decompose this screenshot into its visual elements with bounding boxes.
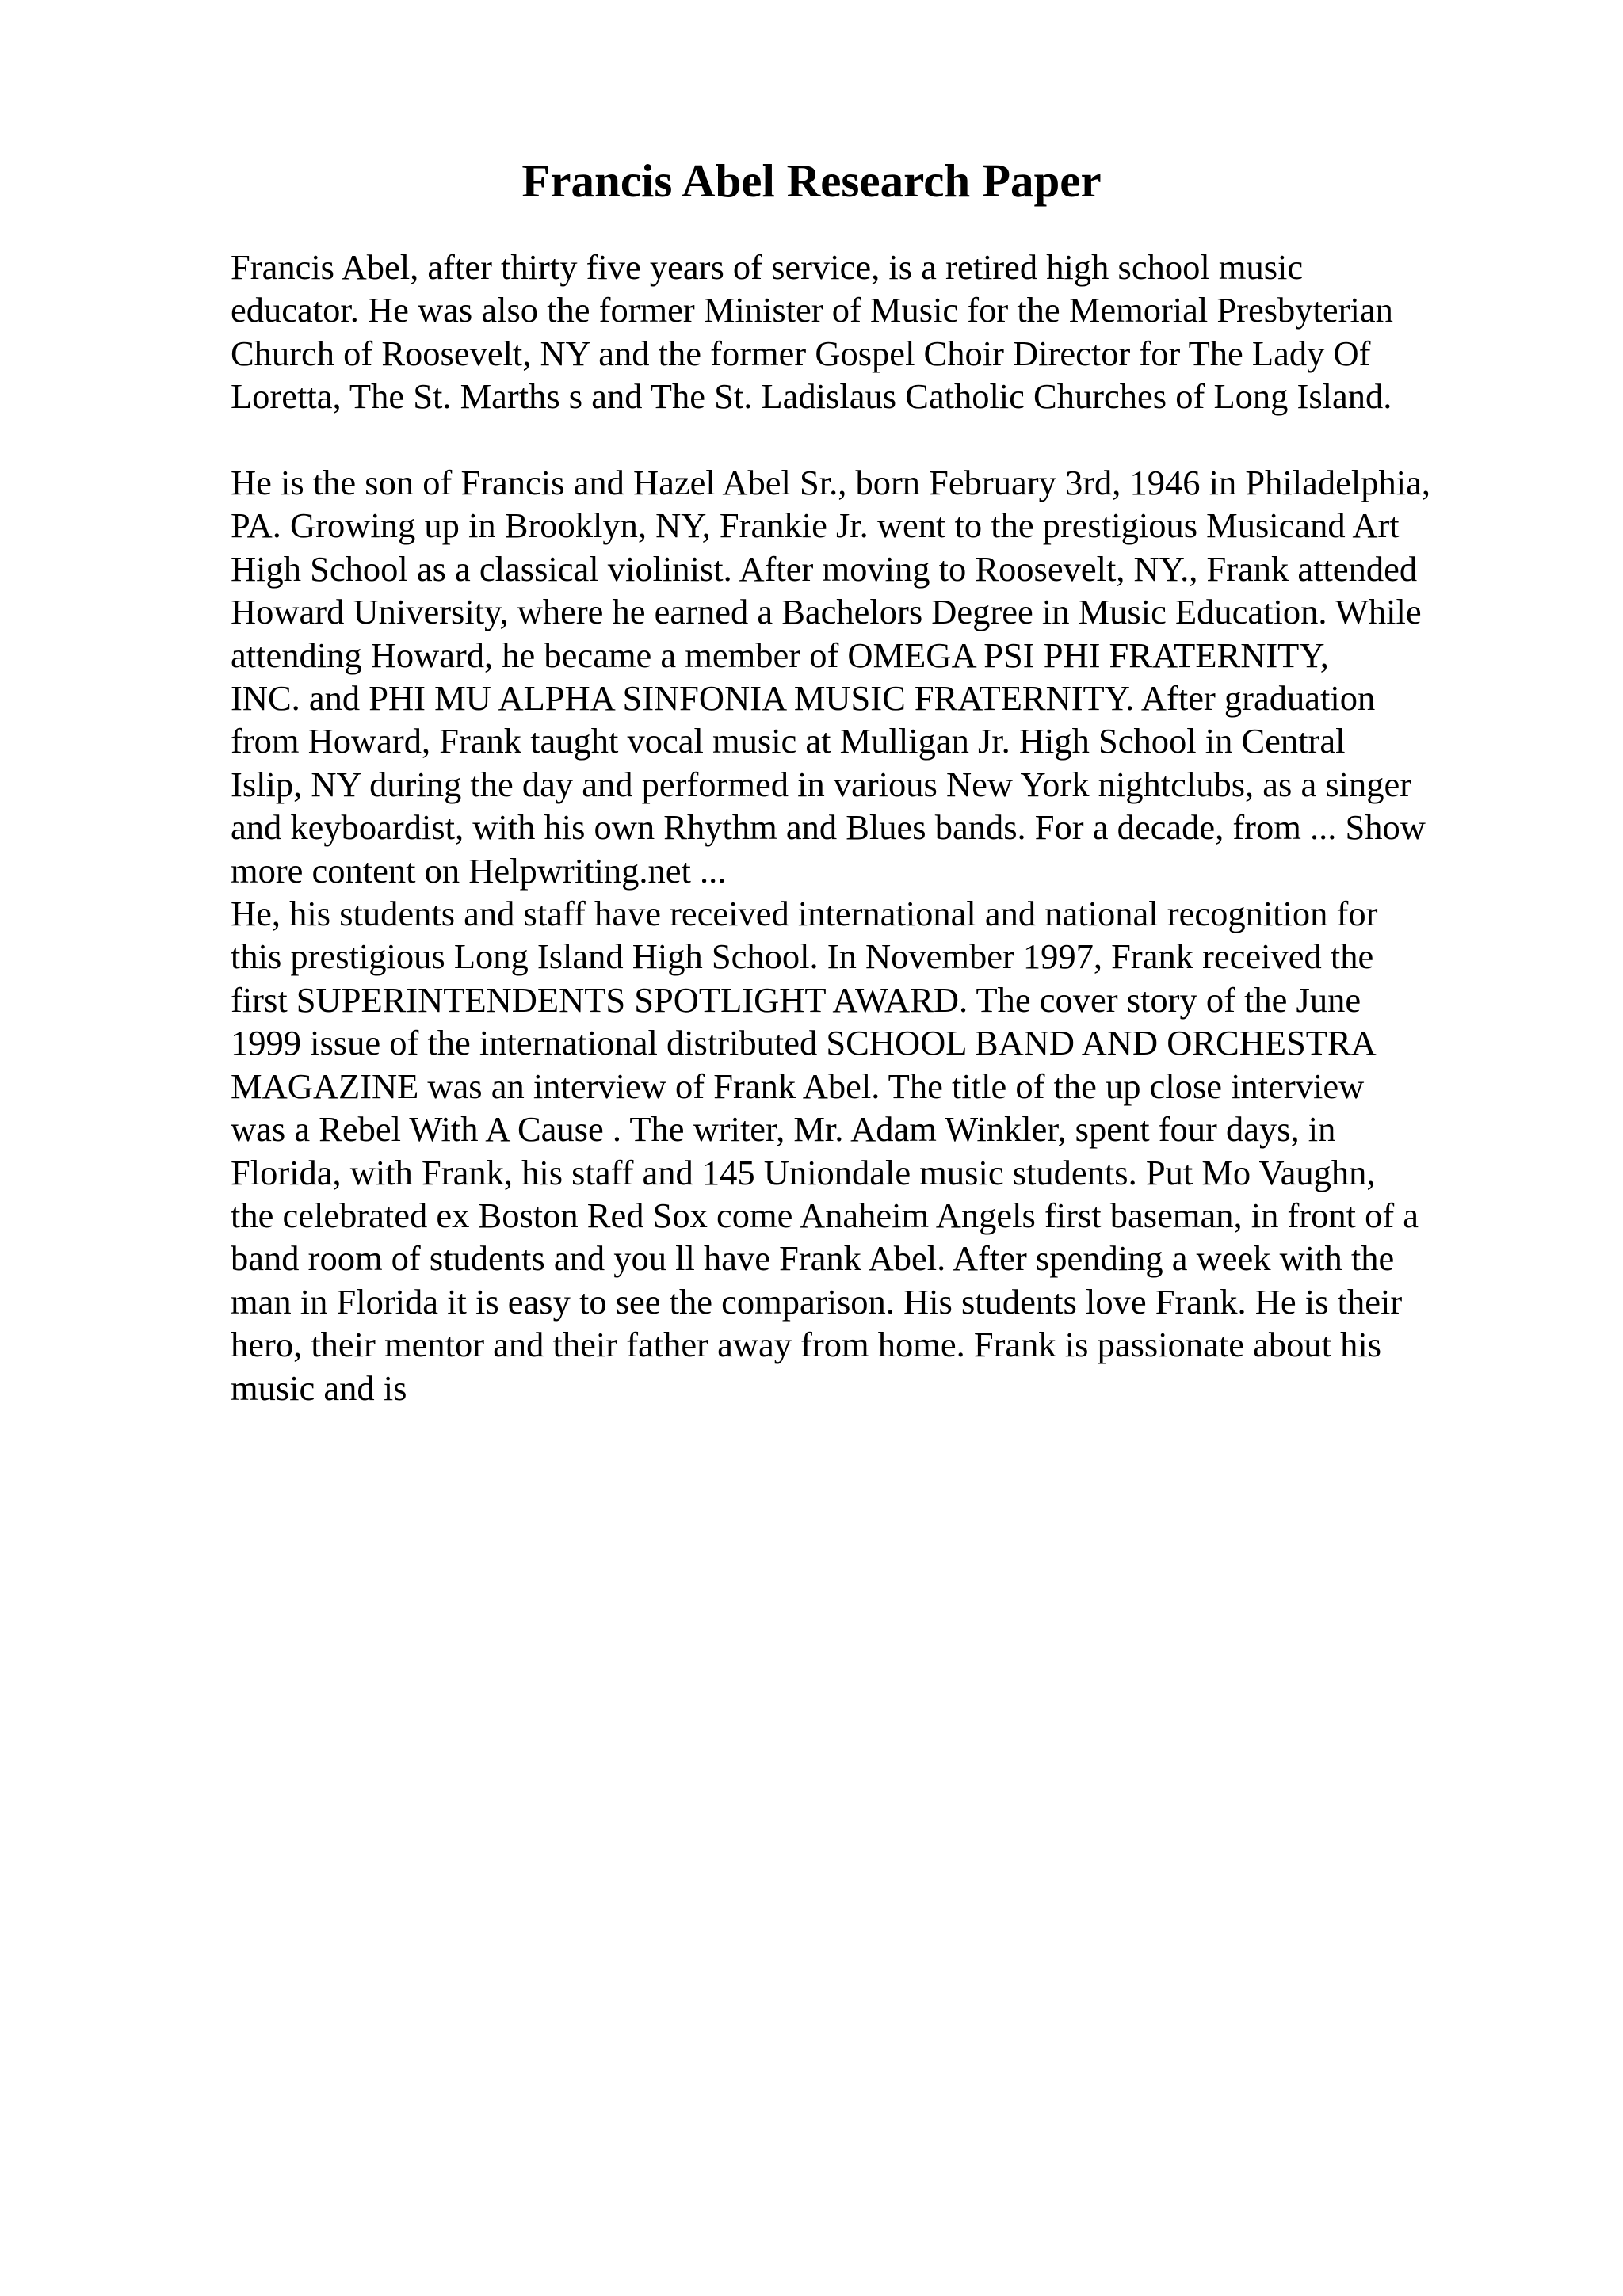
paragraph-recognition: He, his students and staff have received international and national recognition for this prestigious Long Island High School. In November 1997, Frank received the first SUPERINTENDENTS SPOTLIGHT AWARD. The cover story of the June 1999 issue of the international distributed SCHOOL BAND AND ORCHESTRA MAGAZINE was an interview of Frank Abel. The title of the up close interview was a Rebel With A Cause . The writer, Mr. Adam Winkler, spent four days, in Florida, with Frank, his staff and 145 Uniondale music students. Put Mo Vaughn, the celebrated ex Boston Red Sox come Anaheim Angels first baseman, in front of a band room of students and you ll have Frank Abel. After spending a week with the man in Florida it is easy to see the comparison. His students love Frank. He is their hero, their mentor and their father away from home. Frank is passionate about his music and is — [231, 894, 1419, 1408]
paragraph-intro: Francis Abel, after thirty five years of service, is a retired high school music educator. He was also the former Minister of Music for the Memorial Presbyterian Church of Roosevelt, NY and the former Gospel Choir Director for The Lady Of Loretta, The St. Marths s and The St. Ladislaus Catholic Churches of Long Island. — [231, 247, 1393, 417]
paragraph-biography: He is the son of Francis and Hazel Abel Sr., born February 3rd, 1946 in Philadelphia, PA. Growing up in Brooklyn, NY, Frankie Jr. went to the prestigious Musicand Art High School as a classical violinist. After moving to Roosevelt, NY., Frank attended Howard University, where he earned a Bachelors Degree in Music Education. While attending Howard, he became a member of OMEGA PSI PHI FRATERNITY, INC. and PHI MU ALPHA SINFONIA MUSIC FRATERNITY. After graduation from Howard, Frank taught vocal music at Mulligan Jr. High School in Central Islip, NY during the day and performed in various New York nightclubs, as a singer and keyboardist, with his own Rhythm and Blues bands. For a decade, from ... Show more content on Helpwriting.net ... — [231, 463, 1430, 891]
page-title: Francis Abel Research Paper — [521, 154, 1102, 207]
document-body — [231, 246, 1514, 1409]
paragraph-spacer — [231, 418, 1514, 461]
